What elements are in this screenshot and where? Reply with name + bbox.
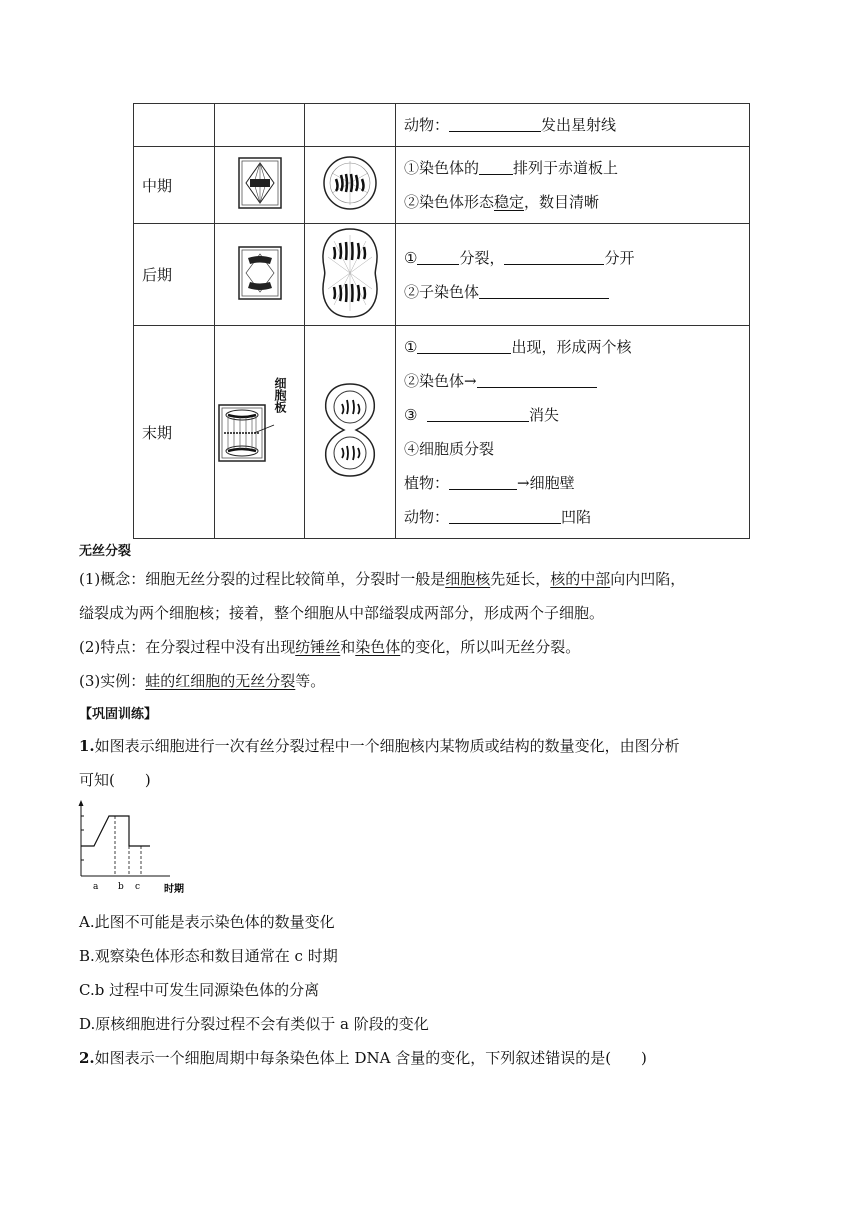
practice-section bbox=[79, 703, 779, 795]
answer-blank[interactable] bbox=[449, 113, 541, 132]
x-label-c: c bbox=[135, 882, 141, 892]
data-line bbox=[81, 816, 150, 846]
option-a[interactable]: A.此图不可能是表示染色体的数量变化 bbox=[79, 913, 335, 931]
amitosis-section bbox=[79, 540, 779, 696]
q1-options bbox=[79, 905, 779, 1075]
anaphase-plant-cell-figure bbox=[215, 224, 305, 326]
table-row bbox=[134, 147, 750, 224]
telophase-desc: ① 出现，形成两个核 ②染色体→ ③ 消失 ④细胞质分裂 植物： →细胞壁 动物： 凹陷 bbox=[396, 326, 750, 539]
example-line: (3)实例：蛙的红细胞的无丝分裂等。 bbox=[79, 672, 326, 690]
answer-blank[interactable] bbox=[427, 403, 529, 422]
answer-blank[interactable] bbox=[449, 471, 517, 490]
answer-blank[interactable] bbox=[479, 156, 513, 175]
metaphase-desc: ①染色体的 排列于赤道板上 ②染色体形态稳定，数目清晰 bbox=[396, 147, 750, 224]
feature-line: (2)特点：在分裂过程中没有出现纺锤丝和染色体的变化，所以叫无丝分裂。 bbox=[79, 638, 581, 656]
metaphase-animal-cell-figure bbox=[305, 147, 396, 224]
anaphase-desc: ① 分裂， 分开 ②子染色体 bbox=[396, 224, 750, 326]
answer-blank[interactable] bbox=[477, 369, 597, 388]
option-d[interactable]: D.原核细胞进行分裂过程不会有类似于 a 阶段的变化 bbox=[79, 1015, 429, 1033]
table-row bbox=[134, 104, 750, 147]
answer-blank[interactable] bbox=[417, 335, 511, 354]
stage-label: 末期 bbox=[134, 326, 215, 539]
answer-blank[interactable] bbox=[417, 246, 459, 265]
stage-label: 中期 bbox=[134, 147, 215, 224]
concept-line-2: 缢裂成为两个细胞核；接着，整个细胞从中部缢裂成两部分，形成两个子细胞。 bbox=[79, 604, 605, 622]
x-label-a: a bbox=[93, 882, 99, 892]
telophase-plant-cell-figure bbox=[215, 326, 305, 539]
stage-label: 后期 bbox=[134, 224, 215, 326]
anaphase-animal-cell-figure bbox=[305, 224, 396, 326]
answer-blank[interactable] bbox=[504, 246, 604, 265]
x-label-b: b bbox=[118, 882, 124, 892]
answer-blank[interactable] bbox=[479, 280, 609, 299]
concept-line: (1)概念：细胞无丝分裂的过程比较简单，分裂时一般是细胞核先延长，核的中部向内凹陷， bbox=[79, 570, 686, 588]
question-2: 2.如图表示一个细胞周期中每条染色体上 DNA 含量的变化，下列叙述错误的是( ) bbox=[79, 1049, 647, 1067]
x-axis-label: 时期 bbox=[164, 884, 184, 895]
answer-blank[interactable] bbox=[449, 505, 561, 524]
cell-plate-vertical-label: 细胞板 bbox=[273, 377, 287, 413]
option-b[interactable]: B.观察染色体形态和数目通常在 c 时期 bbox=[79, 947, 338, 965]
q1-line-graph bbox=[74, 800, 194, 896]
prophase-animal-desc: 动物： 发出星射线 bbox=[396, 104, 750, 147]
section-header: 【巩固训练】 bbox=[79, 707, 158, 722]
option-c[interactable]: C.b 过程中可发生同源染色体的分离 bbox=[79, 981, 320, 999]
section-title: 无丝分裂 bbox=[79, 544, 132, 559]
table-row bbox=[134, 326, 750, 539]
telophase-animal-cell-figure bbox=[305, 326, 396, 539]
table-row bbox=[134, 224, 750, 326]
question-1: 1.如图表示细胞进行一次有丝分裂过程中一个细胞核内某物质或结构的数量变化，由图分析 bbox=[79, 737, 680, 755]
question-1-line-2: 可知( ) bbox=[79, 771, 151, 789]
mitosis-stage-table bbox=[133, 103, 750, 539]
metaphase-plant-cell-figure bbox=[215, 147, 305, 224]
